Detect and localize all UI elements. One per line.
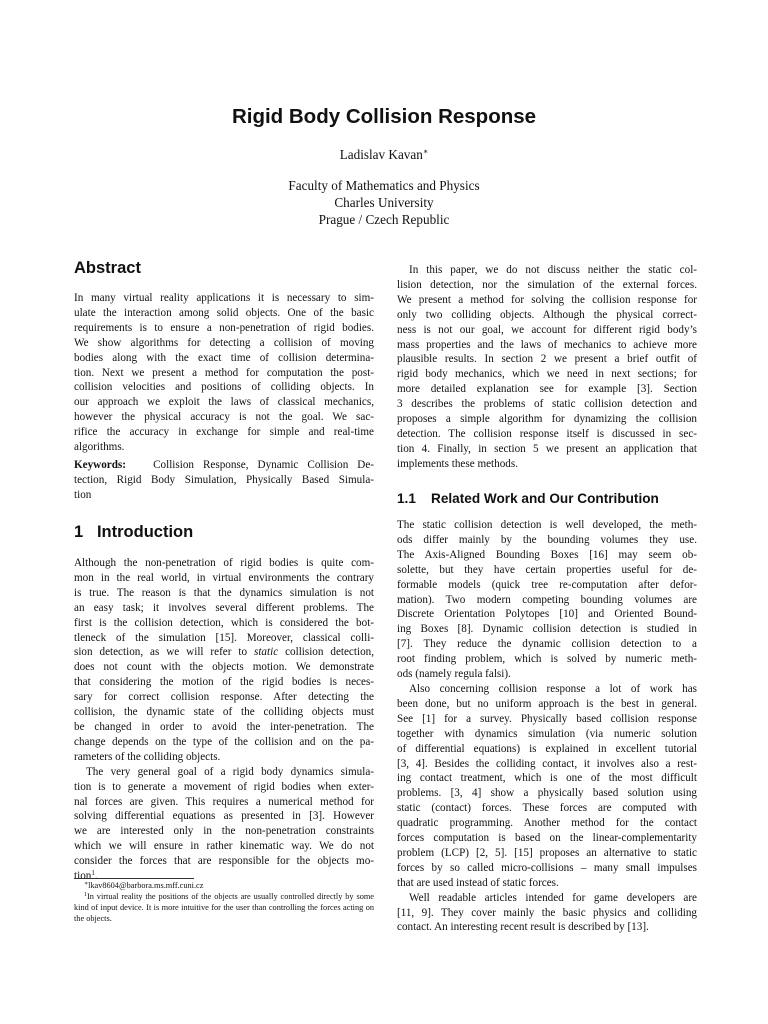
text-line: We show algorithms for detecting a collision of moving — [74, 336, 374, 349]
text-line: Well readable articles intended for game developers are — [409, 891, 697, 904]
text-line: that are used instead of static forces. — [397, 876, 559, 889]
text-line: ing Boxes [8]. Dynamic collision detection is studied in — [397, 623, 697, 636]
related-work-paragraph-3 — [397, 891, 697, 936]
text-line: In this paper, we do not discuss neither the static col- — [409, 264, 697, 276]
text-line: consider the forces that are responsible for the objects mo- — [74, 855, 374, 868]
text-line: See [1] for a survey. Physically based collision response — [397, 712, 697, 725]
email-address: lkav8604@barbora.ms.mff.cuni.cz — [88, 881, 204, 890]
text-line: The static collision detection is well developed, the meth- — [397, 519, 697, 531]
text-line: rigid body mechanics, which we need in next sections; for — [397, 368, 697, 381]
text-line: collision velocities and positions of colliding objects. In — [74, 381, 374, 394]
text-line: rameters of the colliding objects. — [74, 750, 221, 763]
introduction-heading — [74, 522, 193, 542]
text-line: that considering the motion of the rigid bodies is neces- — [74, 676, 374, 689]
text-line: which we will ensure in rather kinematic way. We do not — [74, 840, 374, 853]
footnote-1 — [74, 892, 374, 925]
text-line: root finding problem, which is solved by numeric meth- — [397, 653, 697, 666]
text-line: forces computation is based on the linear-complementarity — [397, 832, 697, 845]
emphasis-static: static — [254, 646, 279, 659]
text-line: mon in the real world, in virtual environments the contrary — [74, 571, 374, 584]
text-line: problems. [3, 4] show a physically based solution using — [397, 787, 697, 800]
footnote-email — [74, 881, 374, 892]
right-column-intro — [397, 263, 697, 472]
text-line: requirements is to ensure a non-penetration of rigid bodies. — [74, 321, 374, 334]
related-work-body — [397, 518, 697, 935]
text-fragment: tion — [74, 870, 92, 883]
footnote-rule — [74, 878, 194, 879]
keywords-text: Collision Response, Dynamic Collision De- — [153, 459, 374, 471]
subsection-heading — [397, 490, 659, 507]
text-line: implements these methods. — [397, 457, 518, 470]
text-line: quadratic programming. Another method for the contact — [397, 817, 697, 830]
footnotes — [74, 881, 374, 925]
related-work-paragraph-1 — [397, 518, 697, 682]
footnote-mark: 1 — [84, 891, 87, 898]
abstract-heading: Abstract — [74, 259, 141, 277]
text-line: an easy task; it involves several different problems. The — [74, 601, 374, 614]
text-line: algorithms. — [74, 441, 125, 454]
keywords — [74, 458, 374, 503]
text-line: only two colliding objects. Although the physical correct- — [397, 308, 697, 321]
text-line: our approach we exploit the laws of classical mechanics, — [74, 396, 374, 409]
text-line: tion — [74, 488, 92, 501]
text-line: sary for correct collision response. After detecting the — [74, 691, 374, 704]
footnote-mark: 1 — [91, 869, 95, 878]
text-line: mass properties and the laws of mechanics to achieve more — [397, 338, 697, 351]
text-line: We present a method for solving the collision response for — [397, 293, 697, 306]
text-line: first is the collision detection, which is considered the bot- — [74, 616, 374, 629]
text-line: formable models (quick tree re-computation after defor- — [397, 578, 697, 591]
section-number: 1 — [74, 523, 84, 541]
text-line: [11, 9]. They cover mainly the basic physics and colliding — [397, 906, 697, 919]
intro-paragraph-1 — [74, 556, 374, 765]
abstract-body — [74, 291, 374, 455]
text-line: The very general goal of a rigid body dynamics simula- — [86, 765, 374, 778]
text-line: of differential equations) is explained in excellent tutorial — [397, 742, 697, 755]
text-line: forces by so called micro-collisions – many small impulses — [397, 861, 697, 874]
text-line: contact. An interesting recent result is described by [13]. — [397, 921, 649, 934]
text-line: tleneck of the simulation [15]. Moreover, classical colli- — [74, 631, 374, 644]
text-line: ness is not our goal, we account for different rigid body’s — [397, 323, 697, 336]
text-line: more detailed explanation see for example [3]. Section — [397, 383, 697, 396]
related-work-paragraph-2 — [397, 682, 697, 891]
text-line: static (contact) forces. These forces are computed with — [397, 802, 697, 815]
footnote-mark: ∗ — [84, 881, 89, 887]
text-line: collision, the dynamic state of the colliding objects must — [74, 706, 374, 719]
text-line: Also concerning collision response a lot of work has — [409, 682, 697, 695]
keywords-paragraph — [74, 458, 374, 503]
introduction-body — [74, 556, 374, 884]
text-fragment: sion detection, as we will refer to — [74, 646, 248, 659]
text-line: 3 describes the problems of static collision detection and — [397, 398, 697, 411]
text-line: solving differential equations as presented in [3]. However — [74, 810, 374, 823]
section-title: Introduction — [96, 523, 194, 541]
abstract-paragraph — [74, 291, 374, 455]
text-line: tion. Next we present a method for computation the post- — [74, 366, 374, 379]
text-line: change depends on the type of the collision and on the pa- — [74, 735, 374, 748]
text-line: ulate the interaction among solid objects. One of the basic — [74, 306, 374, 319]
text-line: ods (namely regula falsi). — [397, 668, 511, 681]
affiliation-university: Charles University — [334, 194, 434, 210]
text-line: solette, but they have certain properties useful for de- — [397, 563, 697, 576]
text-line: together with dynamics simulation (via numeric solution — [397, 727, 697, 740]
intro-paragraph-2 — [74, 765, 374, 884]
text-line: bodies along with the exact time of collision determina- — [74, 351, 374, 364]
text-line: we are interested only in the non-penetration constraints — [74, 825, 374, 838]
author-footnote-mark: ∗ — [422, 147, 429, 156]
text-line: Although the non-penetration of rigid bodies is quite com- — [74, 557, 374, 569]
text-line: tion is to generate a movement of rigid bodies when exter- — [74, 780, 374, 793]
text-fragment: . — [94, 870, 98, 883]
text-line: mation). Two modern competing bounding volumes are — [397, 593, 697, 606]
text-line: Discrete Orientation Polytopes [10] and Oriented Bound- — [397, 608, 697, 621]
text-fragment: collision detection, — [285, 646, 374, 659]
affiliation-location: Prague / Czech Republic — [318, 211, 450, 227]
affiliation-faculty: Faculty of Mathematics and Physics — [288, 178, 480, 193]
paragraph-overview — [397, 263, 697, 472]
text-line: problem (LCP) [2, 5]. [15] proposes an alternative to static — [397, 846, 697, 859]
author-line — [0, 147, 768, 163]
text-line: lision detection, nor the simulation of the external forces. — [397, 278, 697, 291]
text-line — [74, 645, 374, 660]
text-line: tection, Rigid Body Simulation, Physically Based Simula- — [74, 473, 374, 486]
text-line: tion 4. Finally, in section 5 we present an application that — [397, 442, 697, 455]
paper-title: Rigid Body Collision Response — [231, 105, 537, 128]
text-line: does not count with the objects motion. We demonstrate — [74, 661, 374, 674]
text-line: [3, 4]. Besides the colliding contact, it involves also a rest- — [397, 757, 697, 770]
text-line — [74, 458, 374, 473]
text-line: be changed in order to avoid the inter-penetration. The — [74, 720, 374, 733]
text-line: is true. The reason is that the dynamics simulation is not — [74, 586, 374, 599]
text-line: nal forces are given. This requires a numerical method for — [74, 795, 374, 808]
subsection-title: Related Work and Our Contribution — [431, 491, 659, 506]
text-line: [7]. They reduce the dynamic collision detection to a — [397, 638, 697, 651]
text-line: ing contact treatment, which is one of the most difficult — [397, 772, 697, 785]
text-line: however the physical accuracy is not the goal. We sac- — [74, 411, 374, 424]
footnote-text: In virtual reality the positions of the objects are usually controlled directly by some kind of input device. It is more intuitive for the user than controlling the forces acting on the objects. — [74, 891, 374, 923]
text-line: been done, but no uniform approach is the best in general. — [397, 697, 697, 710]
text-line: rifice the accuracy in exchange for simple and real-time — [74, 426, 374, 439]
subsection-number: 1.1 — [397, 491, 416, 506]
text-line: plausible results. In section 2 we present a brief outfit of — [397, 353, 697, 366]
keywords-label: Keywords: — [74, 459, 126, 471]
text-line: ods differ mainly by the bounding volumes they use. — [397, 533, 697, 546]
text-line: proposes a simple algorithm for dynamizing the collision — [397, 413, 697, 426]
text-line: detection. The collision response itself is discussed in sec- — [397, 427, 697, 440]
author-name: Ladislav Kavan — [339, 147, 423, 162]
text-line: In many virtual reality applications it is necessary to sim- — [74, 292, 374, 304]
affiliation — [0, 178, 768, 228]
text-line: The Axis-Aligned Bounding Boxes [16] may seem ob- — [397, 548, 697, 561]
